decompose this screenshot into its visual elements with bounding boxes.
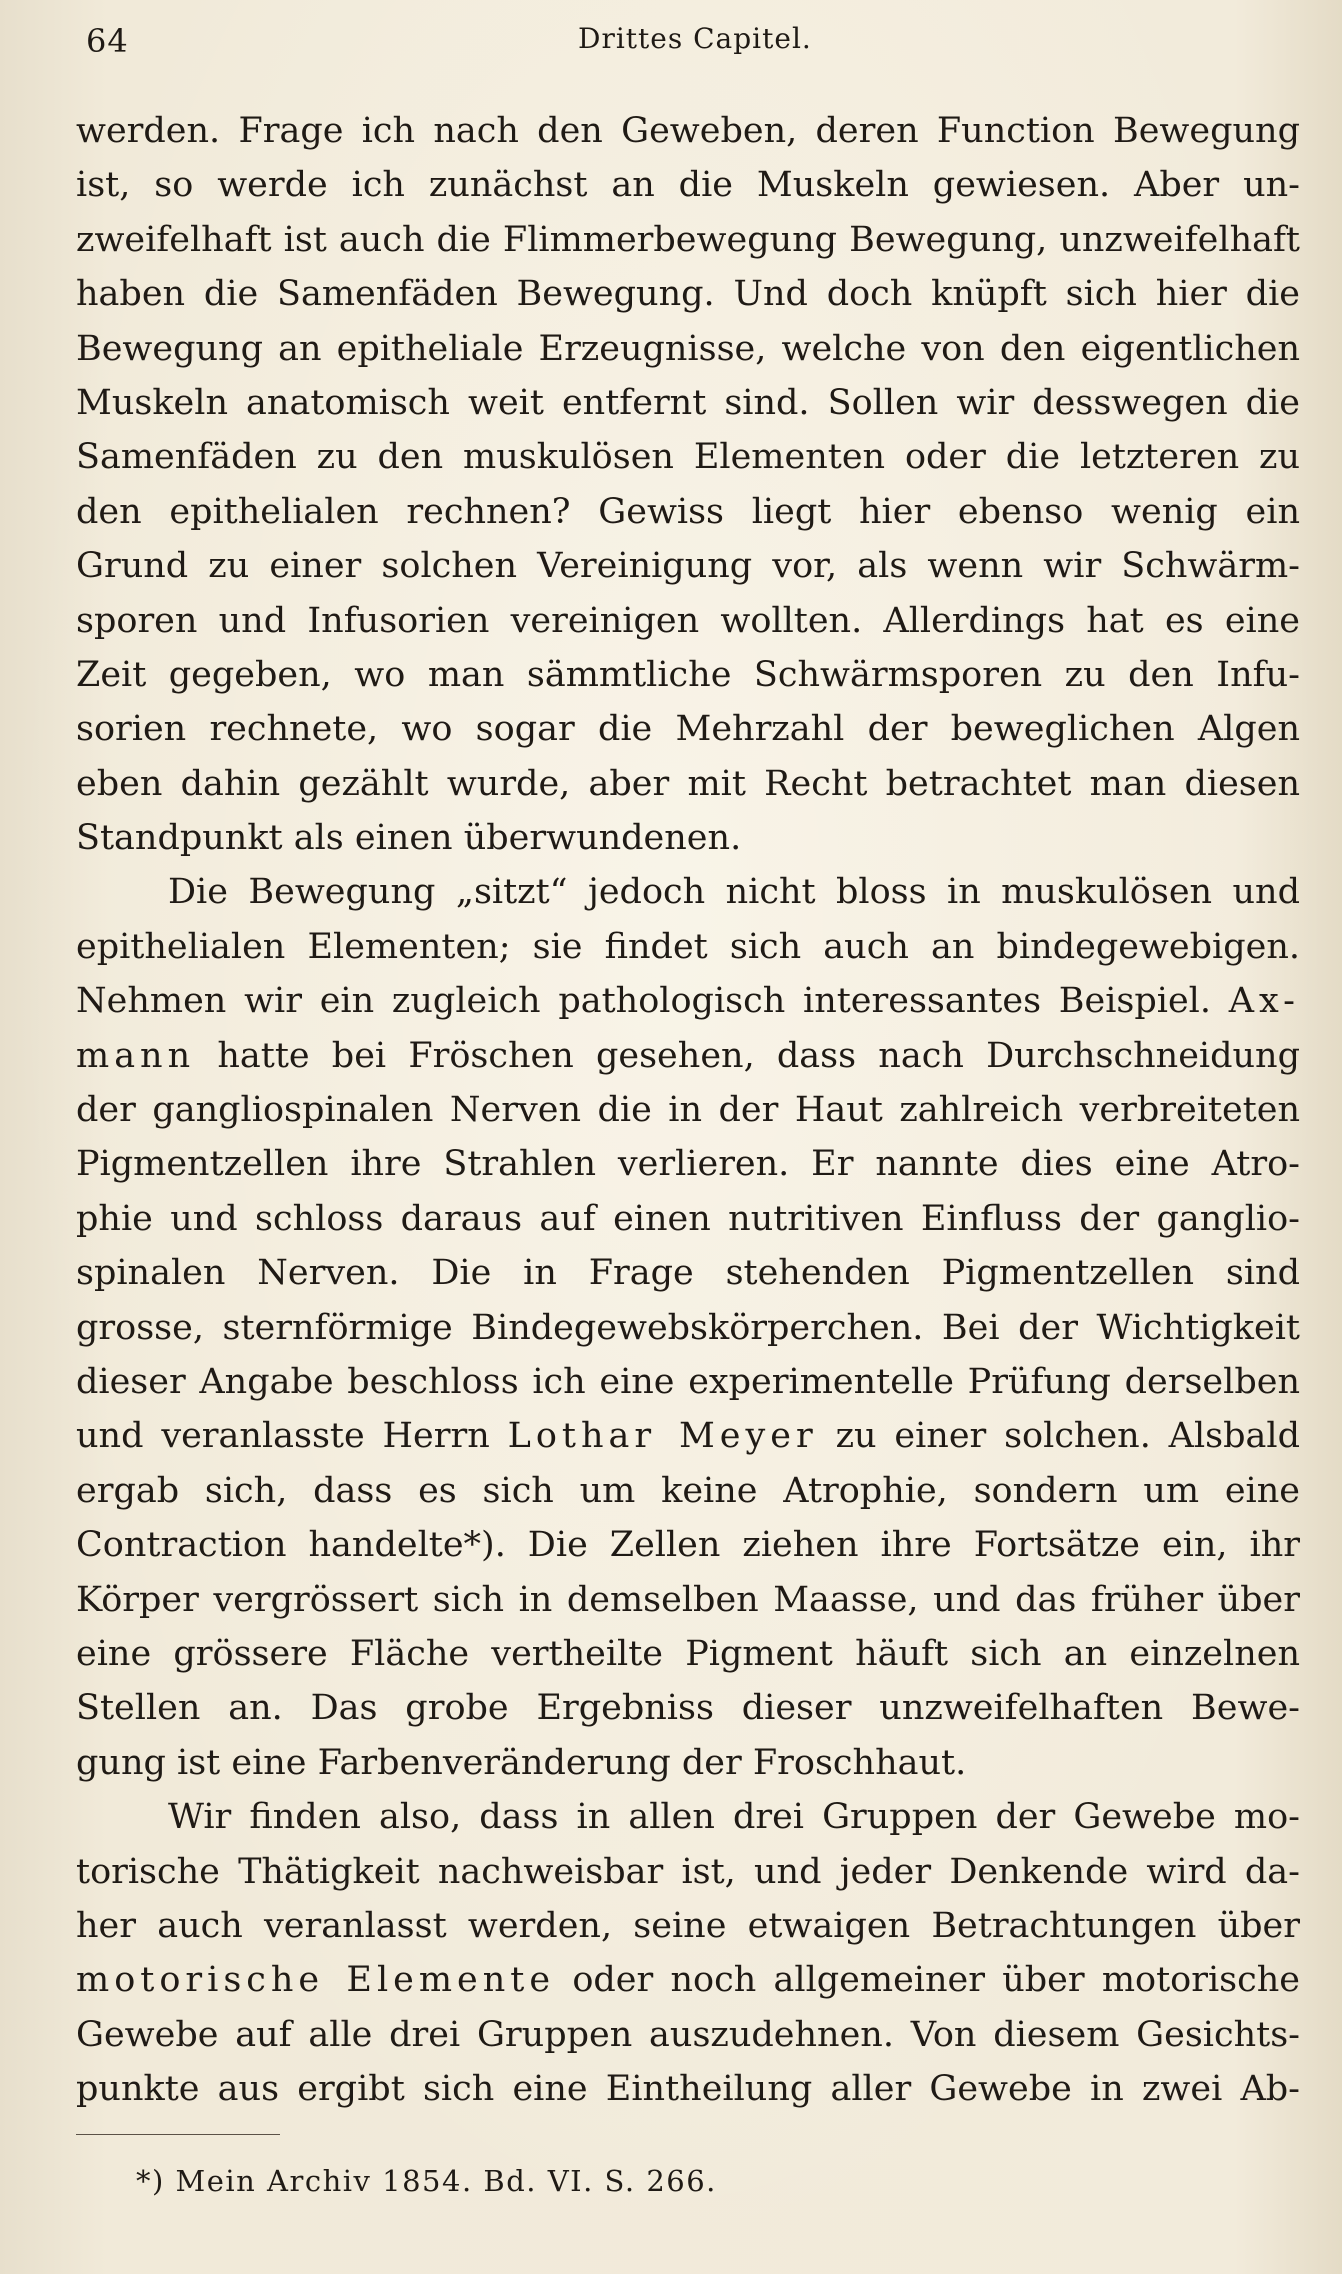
footnote-divider: [76, 2134, 280, 2135]
page-number: 64: [86, 22, 129, 60]
text-line: Zeit gegeben, wo man sämmtliche Schwärmsporen zu den Infu-: [76, 654, 1300, 695]
text-line: Bewegung an epitheliale Erzeugnisse, welche von den eigentlichen: [76, 328, 1300, 369]
text-line: eben dahin gezählt wurde, aber mit Recht betrachtet man diesen: [76, 763, 1300, 804]
text-line: epithelialen Elementen; sie findet sich auch an bindegewebigen.: [76, 926, 1300, 967]
text-line: werden. Frage ich nach den Geweben, deren Function Bewegung: [76, 111, 1300, 151]
text-line: der gangliospinalen Nerven die in der Haut zahlreich verbreiteten: [76, 1090, 1300, 1131]
text-line: Contraction handelte*). Die Zellen ziehen ihre Fortsätze ein, ihr: [76, 1525, 1300, 1566]
text-line: dieser Angabe beschloss ich eine experimentelle Prüfung derselben: [76, 1361, 1300, 1402]
text-line: motorische Elemente oder noch allgemeiner über motorische: [76, 1960, 1300, 2001]
spaced-emphasis: Lothar Meyer: [507, 1416, 818, 1457]
spaced-emphasis: motorische Elemente: [76, 1960, 556, 2001]
spaced-emphasis: Ax-: [1228, 981, 1300, 1022]
text-line: ist, so werde ich zunächst an die Muskeln gewiesen. Aber un-: [76, 165, 1300, 206]
text-line: phie und schloss daraus auf einen nutritiven Einfluss der ganglio-: [76, 1198, 1300, 1239]
text-line: eine grössere Fläche vertheilte Pigment häuft sich an einzelnen: [76, 1633, 1300, 1674]
text-line: Die Bewegung „sitzt“ jedoch nicht bloss in muskulösen und: [168, 872, 1300, 913]
text-line: Körper vergrössert sich in demselben Maasse, und das früher über: [76, 1579, 1300, 1620]
text-line: torische Thätigkeit nachweisbar ist, und jeder Denkende wird da-: [76, 1851, 1300, 1892]
spaced-emphasis: mann: [76, 1035, 196, 1076]
text-line: grosse, sternförmige Bindegewebskörperchen. Bei der Wichtigkeit: [76, 1307, 1300, 1348]
text-line: Samenfäden zu den muskulösen Elementen oder die letzteren zu: [76, 437, 1300, 478]
running-head: Drittes Capitel.: [578, 22, 812, 55]
text-line: Pigmentzellen ihre Strahlen verlieren. Er nannte dies eine Atro-: [76, 1144, 1300, 1185]
text-line: mann hatte bei Fröschen gesehen, dass nach Durchschneidung: [76, 1035, 1300, 1076]
text-line: Grund zu einer solchen Vereinigung vor, als wenn wir Schwärm-: [76, 546, 1300, 587]
text-line: ergab sich, dass es sich um keine Atrophie, sondern um eine: [76, 1470, 1300, 1511]
text-line: und veranlasste Herrn Lothar Meyer zu einer solchen. Alsbald: [76, 1416, 1300, 1457]
body-text: [76, 104, 1300, 2116]
text-line: sporen und Infusorien vereinigen wollten. Allerdings hat es eine: [76, 600, 1300, 641]
text-line: haben die Samenfäden Bewegung. Und doch knüpft sich hier die: [76, 274, 1300, 315]
text-line: Stellen an. Das grobe Ergebniss dieser unzweifelhaften Bewe-: [76, 1688, 1300, 1729]
text-line: her auch veranlasst werden, seine etwaigen Betrachtungen über: [76, 1905, 1300, 1946]
text-line: zweifelhaft ist auch die Flimmerbewegung Bewegung, unzweifelhaft: [76, 219, 1300, 260]
text-line: Standpunkt als einen überwundenen.: [76, 818, 742, 859]
text-line: Gewebe auf alle drei Gruppen auszudehnen. Von diesem Gesichts-: [76, 2014, 1300, 2055]
text-line: den epithelialen rechnen? Gewiss liegt hier ebenso wenig ein: [76, 491, 1300, 532]
text-line: Nehmen wir ein zugleich pathologisch interessantes Beispiel. Ax-: [76, 981, 1300, 1022]
footnote: *) Mein Archiv 1854. Bd. VI. S. 266.: [136, 2164, 717, 2198]
text-line: Wir finden also, dass in allen drei Gruppen der Gewebe mo-: [168, 1797, 1300, 1838]
text-line: gung ist eine Farbenveränderung der Froschhaut.: [76, 1742, 967, 1783]
text-line: Muskeln anatomisch weit entfernt sind. Sollen wir desswegen die: [76, 382, 1300, 423]
page-header: [86, 22, 1282, 66]
text-line: punkte aus ergibt sich eine Eintheilung aller Gewebe in zwei Ab-: [76, 2069, 1300, 2110]
text-line: spinalen Nerven. Die in Frage stehenden Pigmentzellen sind: [76, 1253, 1300, 1294]
text-line: sorien rechnete, wo sogar die Mehrzahl der beweglichen Algen: [76, 709, 1300, 750]
